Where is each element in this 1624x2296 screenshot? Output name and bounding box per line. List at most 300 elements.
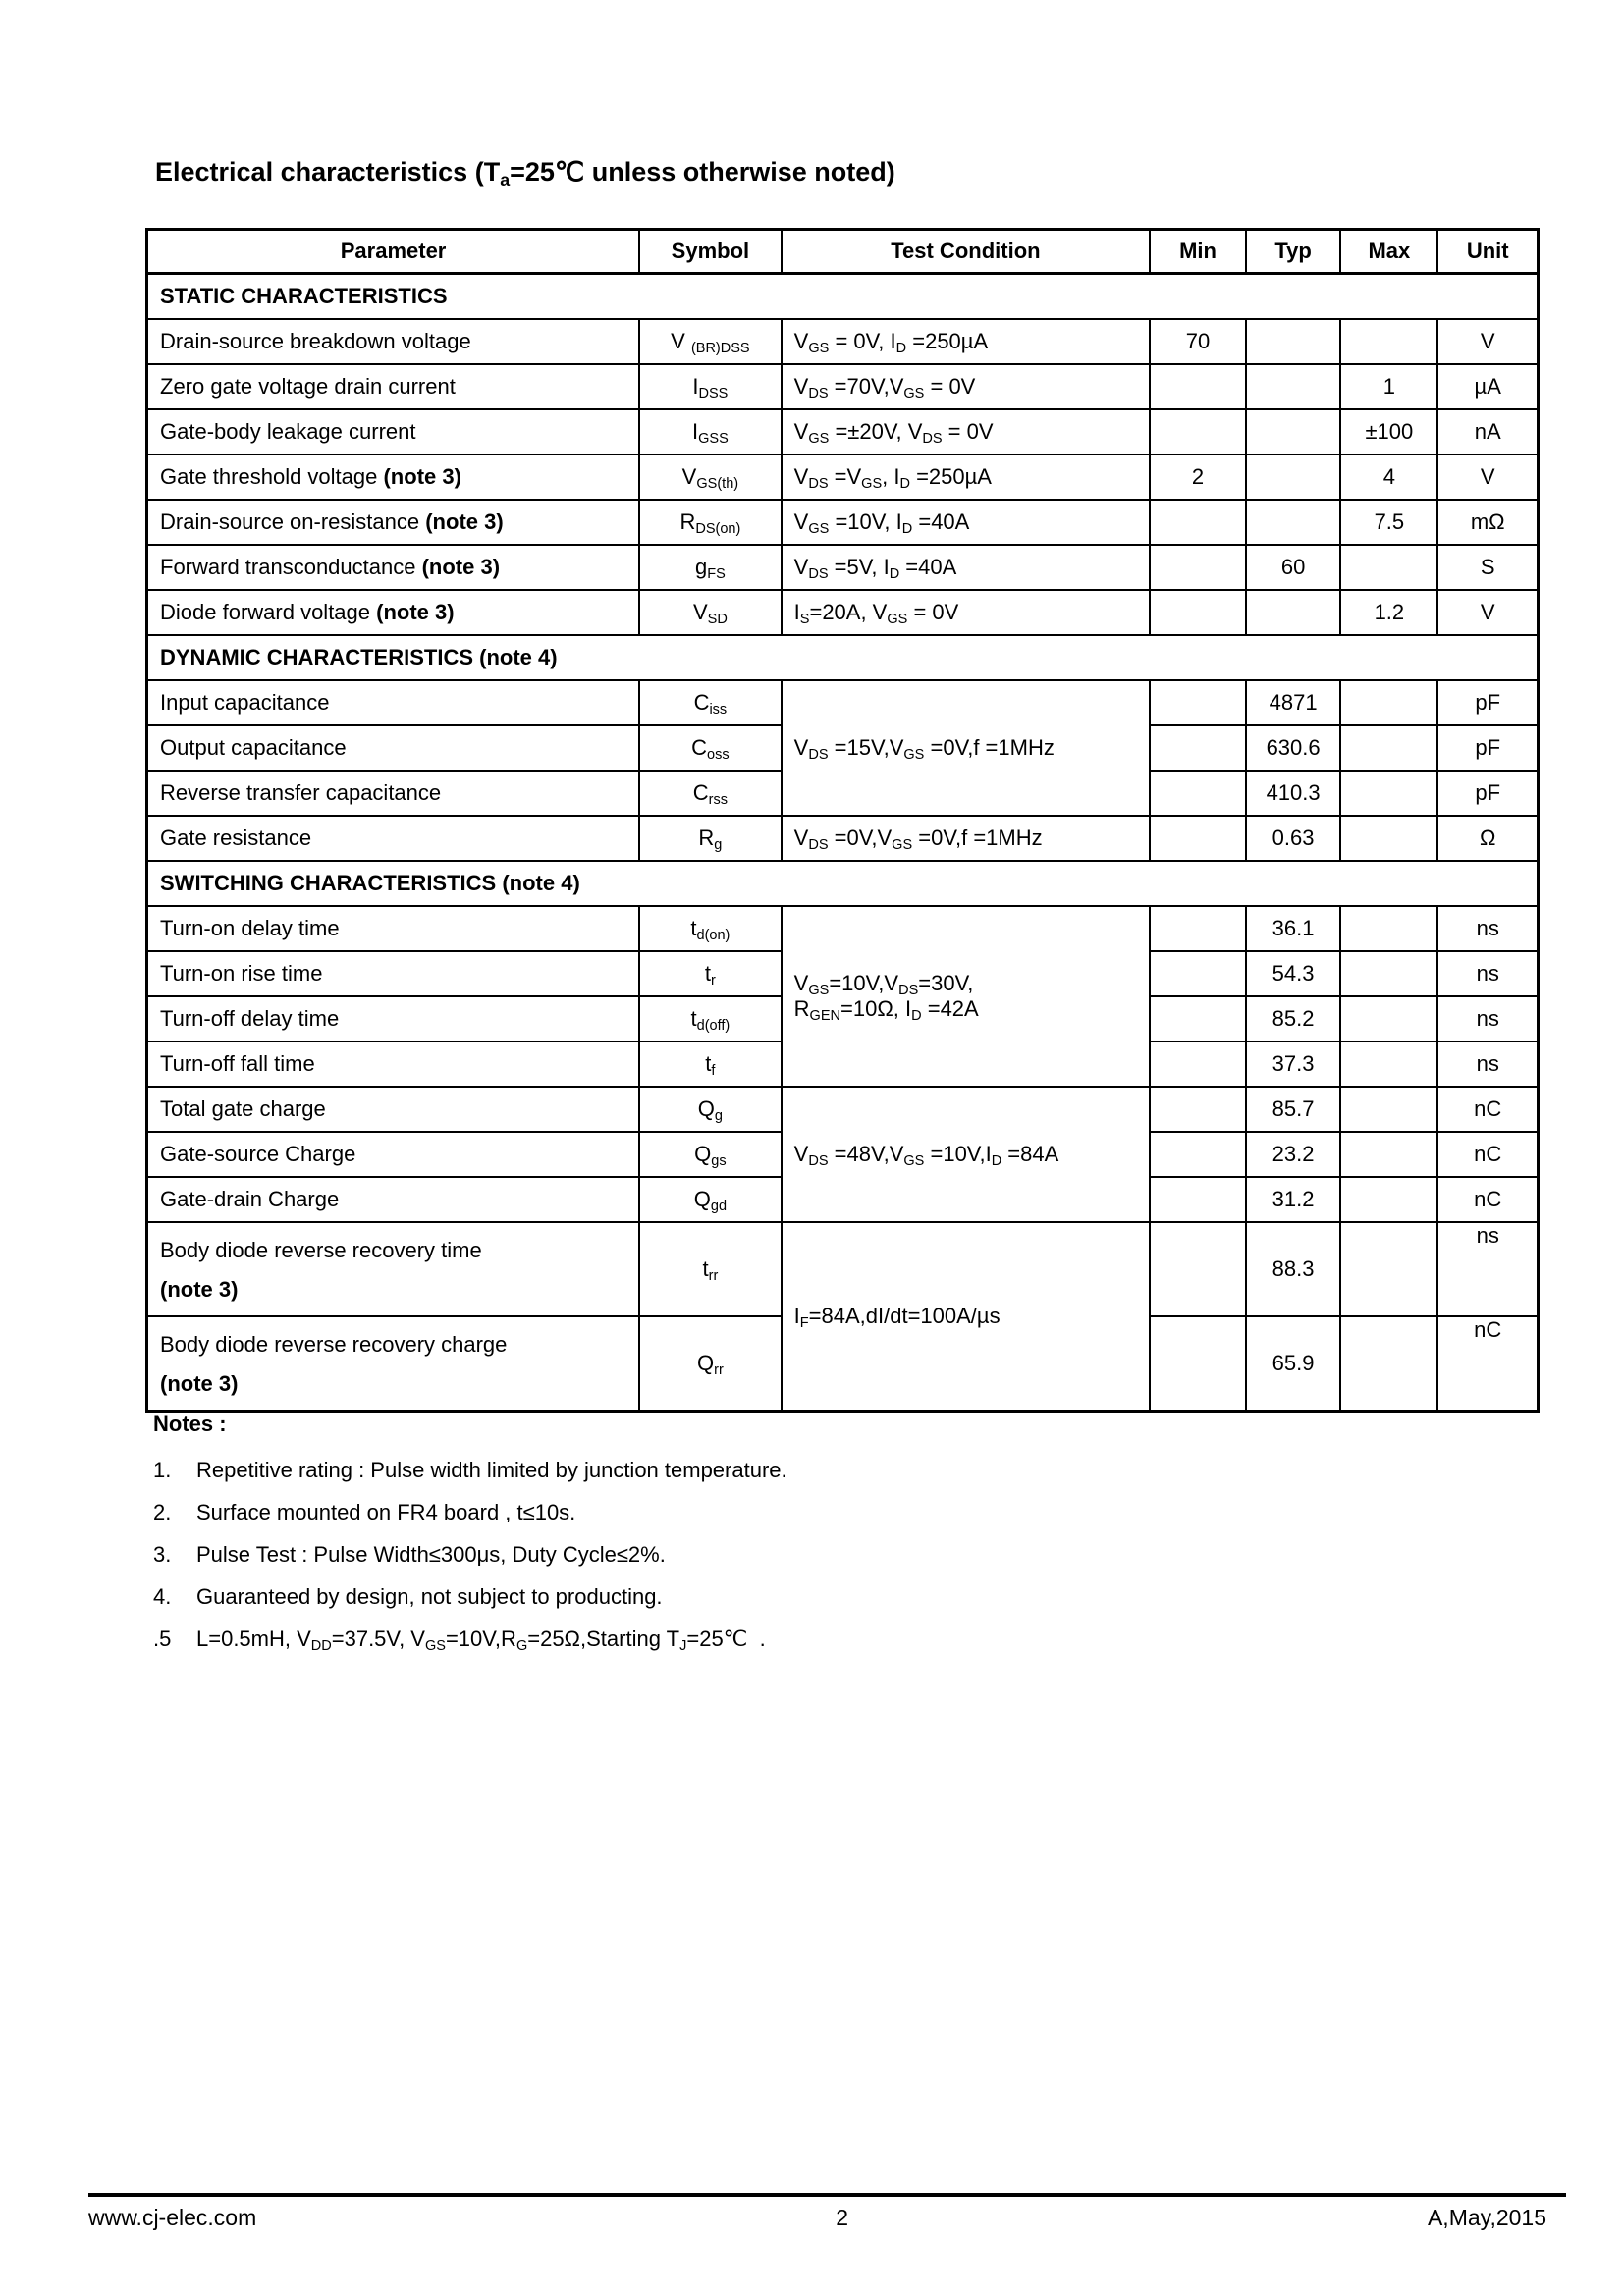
min-cell: [1150, 1041, 1246, 1087]
text-segment: DS: [808, 837, 829, 854]
condition-cell: [782, 500, 1151, 545]
text-segment: =84A: [1001, 1142, 1059, 1166]
text-segment: =40A: [899, 555, 957, 579]
section-header-cell: STATIC CHARACTERISTICS: [147, 274, 1539, 320]
condition-cell: [782, 545, 1151, 590]
table-row: [147, 319, 1539, 364]
text-segment: C: [692, 780, 709, 805]
typ-cell: 65.9: [1246, 1316, 1340, 1412]
table-row: [147, 545, 1539, 590]
unit-cell: V: [1437, 319, 1538, 364]
unit-cell: mΩ: [1437, 500, 1538, 545]
min-cell: [1150, 680, 1246, 725]
text-segment: =0V,f =1MHz: [912, 826, 1043, 850]
symbol-cell: [639, 680, 782, 725]
text-segment: (note 3): [421, 555, 501, 579]
param-cell: [147, 545, 640, 590]
condition-cell: [782, 590, 1151, 635]
symbol-cell: [639, 951, 782, 996]
text-segment: GS: [808, 341, 830, 357]
min-cell: [1150, 590, 1246, 635]
typ-cell: [1246, 319, 1340, 364]
text-segment: t: [690, 1006, 697, 1031]
notes-label: Notes :: [153, 1412, 227, 1436]
param-cell: [147, 1041, 640, 1087]
section-header-cell: DYNAMIC CHARACTERISTICS (note 4): [147, 635, 1539, 680]
typ-cell: [1246, 454, 1340, 500]
max-cell: [1340, 319, 1437, 364]
typ-cell: 23.2: [1246, 1132, 1340, 1177]
symbol-cell: [639, 1177, 782, 1222]
text-segment: rr: [714, 1362, 724, 1379]
symbol-cell: [639, 996, 782, 1041]
text-segment: =250µA: [909, 464, 992, 489]
text-segment: t: [704, 961, 712, 986]
text-segment: (note 3): [376, 600, 455, 624]
text-segment: DS: [898, 983, 919, 999]
text-segment: Forward transconductance: [160, 555, 422, 579]
text-segment: (note 3): [425, 509, 504, 534]
text-segment: Body diode reverse recovery charge: [160, 1332, 508, 1357]
text-segment: L=0.5mH, V: [196, 1627, 311, 1651]
notes-list: [153, 1459, 1371, 1654]
text-segment: R: [679, 509, 696, 534]
text-segment: I: [692, 419, 699, 444]
condition-cell: [782, 364, 1151, 409]
text-segment: DD: [310, 1638, 332, 1655]
typ-cell: [1246, 364, 1340, 409]
text-segment: gd: [710, 1199, 728, 1215]
max-cell: [1340, 1087, 1437, 1132]
typ-cell: [1246, 409, 1340, 454]
text-segment: t: [702, 1256, 709, 1281]
text-segment: =10V, I: [829, 509, 902, 534]
text-segment: DS(on): [695, 521, 741, 538]
unit-cell: V: [1437, 590, 1538, 635]
text-segment: , I: [882, 464, 900, 489]
note-item: [153, 1628, 1371, 1654]
text-segment: g: [714, 837, 723, 854]
min-cell: [1150, 409, 1246, 454]
max-cell: [1340, 545, 1437, 590]
notes-section: [153, 1412, 1371, 1673]
text-segment: GS: [903, 747, 925, 764]
text-segment: =70V,V: [828, 374, 904, 399]
text-segment: =15V,V: [828, 735, 904, 760]
text-segment: J: [679, 1638, 687, 1655]
text-segment: V: [793, 374, 809, 399]
max-cell: ±100: [1340, 409, 1437, 454]
condition-cell: [782, 1087, 1151, 1222]
text-segment: GS: [861, 476, 883, 493]
symbol-cell: [639, 409, 782, 454]
text-segment: R: [698, 826, 715, 850]
symbol-cell: [639, 1132, 782, 1177]
text-segment: SD: [707, 612, 728, 628]
text-segment: V: [681, 464, 697, 489]
min-cell: [1150, 906, 1246, 951]
symbol-cell: [639, 590, 782, 635]
param-cell: [147, 816, 640, 861]
condition-cell: [782, 816, 1151, 861]
text-segment: DSS: [698, 386, 729, 402]
unit-cell: nC: [1437, 1087, 1538, 1132]
text-segment: V: [793, 509, 809, 534]
symbol-cell: [639, 500, 782, 545]
text-segment: =30V,: [918, 971, 974, 995]
note-number: 1.: [153, 1458, 172, 1482]
text-segment: Surface mounted on FR4 board , t≤10s.: [196, 1500, 576, 1524]
typ-cell: 0.63: [1246, 816, 1340, 861]
text-segment: Turn-on delay time: [160, 916, 340, 940]
text-segment: V: [671, 329, 691, 353]
note-text: [196, 1628, 766, 1654]
table-row: [147, 364, 1539, 409]
text-segment: DS: [808, 747, 829, 764]
symbol-cell: [639, 364, 782, 409]
text-segment: Guaranteed by design, not subject to producting.: [196, 1584, 663, 1609]
min-cell: [1150, 1087, 1246, 1132]
typ-cell: [1246, 590, 1340, 635]
note-item: [153, 1501, 1371, 1524]
text-segment: V: [692, 600, 708, 624]
max-cell: 7.5: [1340, 500, 1437, 545]
note-text: [196, 1501, 575, 1524]
text-segment: =10V,V: [829, 971, 899, 995]
text-segment: V: [793, 735, 809, 760]
footer: [88, 2205, 1546, 2231]
symbol-cell: [639, 454, 782, 500]
param-cell: [147, 500, 640, 545]
typ-cell: 60: [1246, 545, 1340, 590]
table-row: [147, 454, 1539, 500]
text-segment: Total gate charge: [160, 1096, 326, 1121]
text-segment: Pulse Test : Pulse Width≤300μs, Duty Cycle≤2%.: [196, 1542, 666, 1567]
max-cell: [1340, 1132, 1437, 1177]
text-segment: t: [705, 1051, 712, 1076]
text-segment: = 0V: [942, 419, 994, 444]
table-row: [147, 1222, 1539, 1316]
text-segment: Drain-source on-resistance: [160, 509, 426, 534]
max-cell: [1340, 816, 1437, 861]
text-segment: V: [793, 464, 809, 489]
typ-cell: 37.3: [1246, 1041, 1340, 1087]
text-segment: Gate threshold voltage: [160, 464, 384, 489]
typ-cell: 4871: [1246, 680, 1340, 725]
min-cell: [1150, 1222, 1246, 1316]
min-cell: [1150, 500, 1246, 545]
text-segment: Gate-body leakage current: [160, 419, 416, 444]
text-segment: Turn-off fall time: [160, 1051, 315, 1076]
text-segment: Q: [694, 1142, 712, 1166]
footer-page-number: 2: [836, 2205, 849, 2230]
condition-cell: [782, 319, 1151, 364]
min-cell: [1150, 771, 1246, 816]
min-cell: [1150, 1316, 1246, 1412]
param-cell: [147, 1177, 640, 1222]
text-segment: D: [889, 566, 900, 583]
symbol-cell: [639, 771, 782, 816]
text-segment: Gate-source Charge: [160, 1142, 356, 1166]
text-segment: Turn-off delay time: [160, 1006, 340, 1031]
column-header: Test Condition: [782, 230, 1151, 274]
text-segment: =37.5V, V: [331, 1627, 425, 1651]
unit-cell: ns: [1437, 951, 1538, 996]
text-segment: =0V,f =1MHz: [924, 735, 1055, 760]
unit-cell: Ω: [1437, 816, 1538, 861]
column-header: Max: [1340, 230, 1437, 274]
text-segment: Q: [696, 1351, 715, 1375]
text-segment: d(off): [696, 1018, 731, 1035]
note-number: .5: [153, 1627, 172, 1651]
unit-cell: pF: [1437, 771, 1538, 816]
condition-cell: [782, 680, 1151, 816]
footer-website: www.cj-elec.com: [88, 2205, 257, 2230]
column-header: Parameter: [147, 230, 640, 274]
typ-cell: 630.6: [1246, 725, 1340, 771]
text-segment: S: [799, 612, 810, 628]
text-segment: Reverse transfer capacitance: [160, 780, 442, 805]
symbol-cell: [639, 816, 782, 861]
min-cell: [1150, 545, 1246, 590]
text-segment: rr: [708, 1268, 719, 1285]
max-cell: 1: [1340, 364, 1437, 409]
text-segment: V: [793, 329, 809, 353]
text-segment: GEN: [809, 1008, 841, 1025]
note-number: 3.: [153, 1542, 172, 1567]
text-segment: =25Ω,Starting T: [527, 1627, 680, 1651]
section-header-row: [147, 274, 1539, 320]
text-segment: V: [793, 1142, 809, 1166]
text-segment: DS: [922, 431, 943, 448]
text-segment: =48V,V: [828, 1142, 904, 1166]
text-segment: GSS: [698, 431, 729, 448]
table-row: [147, 500, 1539, 545]
text-segment: g: [694, 555, 708, 579]
text-segment: = 0V, I: [829, 329, 896, 353]
typ-cell: 85.7: [1246, 1087, 1340, 1132]
param-cell: [147, 680, 640, 725]
footer-revision-date: A,May,2015: [1427, 2205, 1546, 2230]
table-row: [147, 906, 1539, 951]
param-cell: [147, 1087, 640, 1132]
table-row: [147, 680, 1539, 725]
text-segment: =±20V, V: [829, 419, 923, 444]
max-cell: [1340, 1177, 1437, 1222]
min-cell: [1150, 1177, 1246, 1222]
unit-cell: nC: [1437, 1316, 1538, 1412]
param-cell: [147, 906, 640, 951]
param-cell: [147, 319, 640, 364]
text-segment: DS: [808, 386, 829, 402]
max-cell: [1340, 906, 1437, 951]
symbol-cell: [639, 545, 782, 590]
text-segment: GS: [808, 521, 830, 538]
typ-cell: 410.3: [1246, 771, 1340, 816]
text-segment: =10V,I: [924, 1142, 992, 1166]
footer-divider: [88, 2193, 1566, 2197]
table-row: [147, 590, 1539, 635]
text-segment: V: [793, 555, 809, 579]
column-header: Symbol: [639, 230, 782, 274]
param-cell: [147, 951, 640, 996]
page-title: [155, 157, 895, 190]
min-cell: [1150, 1132, 1246, 1177]
unit-cell: ns: [1437, 996, 1538, 1041]
text-segment: gs: [711, 1153, 727, 1170]
text-segment: (note 3): [160, 1277, 239, 1302]
text-segment: Gate resistance: [160, 826, 312, 850]
unit-cell: pF: [1437, 725, 1538, 771]
column-header: Typ: [1246, 230, 1340, 274]
note-item: [153, 1585, 1371, 1609]
max-cell: [1340, 680, 1437, 725]
table-row: [147, 1087, 1539, 1132]
max-cell: 4: [1340, 454, 1437, 500]
text-segment: C: [693, 690, 710, 715]
text-segment: =40A: [912, 509, 970, 534]
text-segment: V: [793, 826, 809, 850]
condition-cell: [782, 906, 1151, 1087]
text-segment: Q: [693, 1187, 711, 1211]
note-item: [153, 1459, 1371, 1482]
param-cell: [147, 996, 640, 1041]
max-cell: [1340, 951, 1437, 996]
text-segment: = 0V: [924, 374, 976, 399]
text-segment: FS: [707, 566, 726, 583]
text-segment: I: [692, 374, 699, 399]
text-segment: V: [793, 971, 809, 995]
param-cell: [147, 1222, 640, 1316]
typ-cell: 36.1: [1246, 906, 1340, 951]
table-row: [147, 816, 1539, 861]
text-segment: a: [500, 170, 511, 190]
max-cell: [1340, 771, 1437, 816]
text-segment: rss: [708, 792, 729, 809]
symbol-cell: [639, 1222, 782, 1316]
max-cell: 1.2: [1340, 590, 1437, 635]
condition-cell: [782, 1222, 1151, 1412]
table-row: [147, 409, 1539, 454]
param-cell: [147, 1132, 640, 1177]
max-cell: [1340, 725, 1437, 771]
text-segment: r: [711, 973, 716, 989]
text-segment: Gate-drain Charge: [160, 1187, 340, 1211]
unit-cell: nC: [1437, 1132, 1538, 1177]
text-segment: R: [793, 996, 810, 1021]
max-cell: [1340, 1316, 1437, 1412]
text-segment: =5V, I: [828, 555, 890, 579]
text-segment: D: [991, 1153, 1002, 1170]
note-text: [196, 1585, 663, 1609]
text-segment: D: [895, 341, 907, 357]
param-cell: [147, 725, 640, 771]
text-segment: Input capacitance: [160, 690, 330, 715]
typ-cell: 54.3: [1246, 951, 1340, 996]
text-segment: GS(th): [696, 476, 739, 493]
text-segment: =25℃ .: [686, 1627, 766, 1651]
section-header-row: [147, 635, 1539, 680]
text-segment: Drain-source breakdown voltage: [160, 329, 471, 353]
text-segment: =20A, V: [809, 600, 888, 624]
text-segment: G: [515, 1638, 528, 1655]
symbol-cell: [639, 1087, 782, 1132]
note-item: [153, 1543, 1371, 1567]
param-cell: [147, 590, 640, 635]
section-header-row: [147, 861, 1539, 906]
text-segment: GS: [903, 386, 925, 402]
text-segment: =10Ω, I: [840, 996, 912, 1021]
min-cell: [1150, 725, 1246, 771]
text-segment: D: [911, 1008, 922, 1025]
text-segment: GS: [808, 983, 830, 999]
param-cell: [147, 364, 640, 409]
unit-cell: S: [1437, 545, 1538, 590]
text-segment: Q: [697, 1096, 715, 1121]
min-cell: [1150, 816, 1246, 861]
text-segment: Zero gate voltage drain current: [160, 374, 456, 399]
column-header: Unit: [1437, 230, 1538, 274]
table-header-row: [147, 230, 1539, 274]
note-text: [196, 1543, 666, 1567]
condition-cell: [782, 454, 1151, 500]
typ-cell: 31.2: [1246, 1177, 1340, 1222]
text-segment: (BR)DSS: [690, 341, 750, 357]
typ-cell: 85.2: [1246, 996, 1340, 1041]
symbol-cell: [639, 906, 782, 951]
section-header-cell: SWITCHING CHARACTERISTICS (note 4): [147, 861, 1539, 906]
text-segment: =0V,V: [828, 826, 893, 850]
text-segment: D: [901, 521, 913, 538]
text-segment: Output capacitance: [160, 735, 347, 760]
symbol-cell: [639, 319, 782, 364]
text-segment: GS: [887, 612, 908, 628]
text-segment: Body diode reverse recovery time: [160, 1238, 482, 1262]
text-segment: GS: [892, 837, 913, 854]
text-segment: Diode forward voltage: [160, 600, 377, 624]
param-cell: [147, 771, 640, 816]
max-cell: [1340, 996, 1437, 1041]
note-number: 2.: [153, 1500, 172, 1524]
text-segment: I: [793, 1304, 800, 1328]
text-segment: D: [899, 476, 910, 493]
min-cell: [1150, 364, 1246, 409]
column-header: Min: [1150, 230, 1246, 274]
param-cell: [147, 454, 640, 500]
min-cell: 2: [1150, 454, 1246, 500]
text-segment: DS: [808, 1153, 829, 1170]
text-segment: F: [799, 1315, 809, 1332]
unit-cell: ns: [1437, 906, 1538, 951]
text-segment: V: [793, 419, 809, 444]
unit-cell: ns: [1437, 1041, 1538, 1087]
text-segment: C: [691, 735, 708, 760]
text-segment: =42A: [921, 996, 979, 1021]
max-cell: [1340, 1041, 1437, 1087]
table-head: [147, 230, 1539, 274]
text-segment: DS: [808, 566, 829, 583]
param-cell: [147, 1316, 640, 1412]
text-segment: =25℃ unless otherwise noted): [510, 157, 895, 187]
text-segment: =250µA: [906, 329, 989, 353]
note-text: [196, 1459, 787, 1482]
text-segment: iss: [709, 702, 728, 719]
text-segment: I: [793, 600, 800, 624]
text-segment: (note 3): [383, 464, 461, 489]
max-cell: [1340, 1222, 1437, 1316]
unit-cell: V: [1437, 454, 1538, 500]
min-cell: [1150, 996, 1246, 1041]
